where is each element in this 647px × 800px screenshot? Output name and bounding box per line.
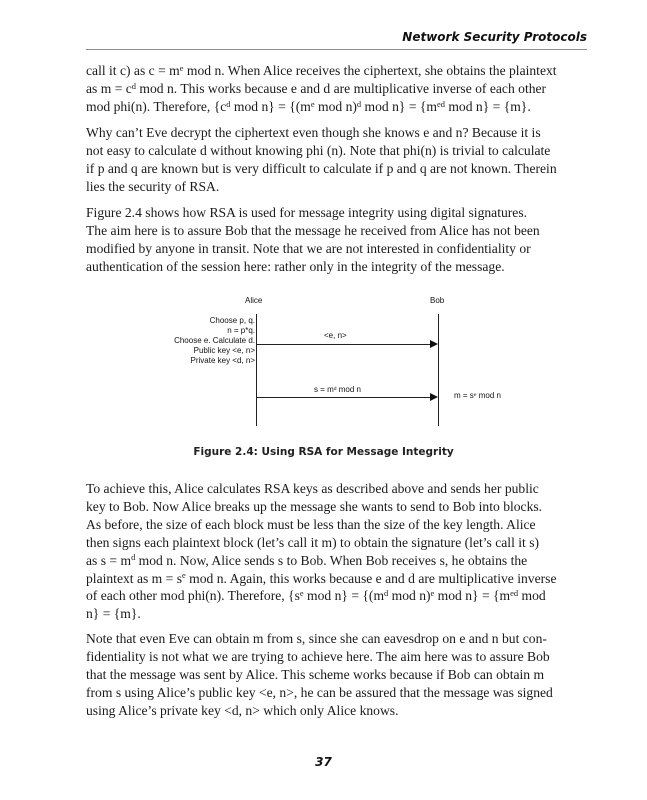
text-line: To achieve this, Alice calculates RSA keys as described above and sends her public bbox=[86, 481, 539, 496]
text-line: as $s = m^d$ mod n. Now, Alice sends s to Bob. When Bob receives s, he obtains the bbox=[86, 552, 528, 568]
message-arrow-signature bbox=[256, 397, 432, 398]
bob-label: Bob bbox=[430, 296, 445, 305]
text-line: using Alice’s private key <d, n> which only Alice knows. bbox=[86, 702, 399, 718]
paragraph-3 bbox=[86, 204, 591, 276]
page-number: 37 bbox=[315, 755, 332, 769]
figure-caption: Figure 2.4: Using RSA for Message Integrity bbox=[193, 446, 454, 458]
paragraph-5 bbox=[86, 630, 591, 720]
text-line: key to Bob. Now Alice breaks up the message she wants to send to Bob into blocks. bbox=[86, 498, 543, 514]
text-line: As before, the size of each block must be less than the size of the key length. Alice bbox=[86, 516, 536, 532]
alice-step: Private key <d, n> bbox=[190, 356, 255, 365]
text-line: that the message was sent by Alice. This scheme works because if Bob can obtain m bbox=[86, 666, 545, 682]
message-label-public-key: <e, n> bbox=[324, 331, 347, 340]
alice-step: Choose e. Calculate d. bbox=[174, 336, 255, 345]
text-line: call it c) as $c = m^e$ mod n. When Alice receives the ciphertext, she obtains the plaintext bbox=[86, 62, 557, 78]
text-line: plaintext as $m = s^e$ mod n. Again, this works because e and d are multiplicative inverse bbox=[86, 570, 557, 586]
alice-label: Alice bbox=[245, 296, 263, 305]
message-label-signature: $s = m^d$ mod n bbox=[314, 385, 362, 394]
alice-step: Choose p, q. bbox=[209, 316, 255, 325]
paragraph-4 bbox=[86, 480, 591, 623]
alice-step: n = p*q. bbox=[227, 326, 255, 335]
header-rule bbox=[86, 49, 587, 50]
bob-verification-note: $m = s^e$ mod n bbox=[454, 391, 502, 400]
text-line: Why can’t Eve decrypt the ciphertext even though she knows e and n? Because it is bbox=[86, 125, 541, 140]
text-line: of each other mod phi(n). Therefore, {$s^e$ mod $n\} = \{(m^d$ mod n)$^e$ mod $n\} = \{m^{ed}$ mod bbox=[86, 588, 546, 604]
text-line: modified by anyone in transit. Note that we are not interested in confidentiality or bbox=[86, 240, 531, 256]
alice-step: Public key <e, n> bbox=[193, 346, 255, 355]
arrowhead-icon bbox=[430, 340, 438, 348]
text-line: lies the security of RSA. bbox=[86, 178, 220, 194]
text-line: mod phi(n). Therefore, {$c^d$ mod $n\} = \{(m^e$ mod n)$^d$ mod $n\} = \{m^{ed}$ mod n} = {m}. bbox=[86, 98, 531, 114]
arrowhead-icon bbox=[430, 393, 438, 401]
bob-lifeline bbox=[438, 314, 439, 426]
rsa-integrity-diagram bbox=[86, 290, 591, 440]
text-line: Note that even Eve can obtain m from s, since she can eavesdrop on e and n but con- bbox=[86, 631, 547, 646]
paragraph-2 bbox=[86, 124, 591, 196]
text-line: if p and q are known but is very difficult to calculate if p and q are not known. Therein bbox=[86, 160, 557, 176]
running-header: Network Security Protocols bbox=[402, 30, 587, 44]
alice-lifeline bbox=[256, 314, 257, 426]
text-line: not easy to calculate d without knowing phi (n). Note that phi(n) is trivial to calculate bbox=[86, 142, 551, 158]
text-line: then signs each plaintext block (let’s call it m) to obtain the signature (let’s call it s) bbox=[86, 534, 540, 550]
text-line: as $m = c^d$ mod n. This works because e and d are multiplicative inverse of each other bbox=[86, 80, 547, 96]
text-line: authentication of the session here: rather only in the integrity of the message. bbox=[86, 258, 505, 274]
text-line: from s using Alice’s public key <e, n>, he can be assured that the message was signed bbox=[86, 684, 553, 700]
text-line: n} = {m}. bbox=[86, 606, 141, 622]
text-line: The aim here is to assure Bob that the message he received from Alice has not been bbox=[86, 222, 540, 238]
text-line: fidentiality is not what we are trying to achieve here. The aim here was to assure Bob bbox=[86, 648, 550, 664]
message-arrow-public-key bbox=[256, 344, 432, 345]
text-line: Figure 2.4 shows how RSA is used for message integrity using digital signatures. bbox=[86, 205, 528, 220]
paragraph-1 bbox=[86, 62, 591, 116]
